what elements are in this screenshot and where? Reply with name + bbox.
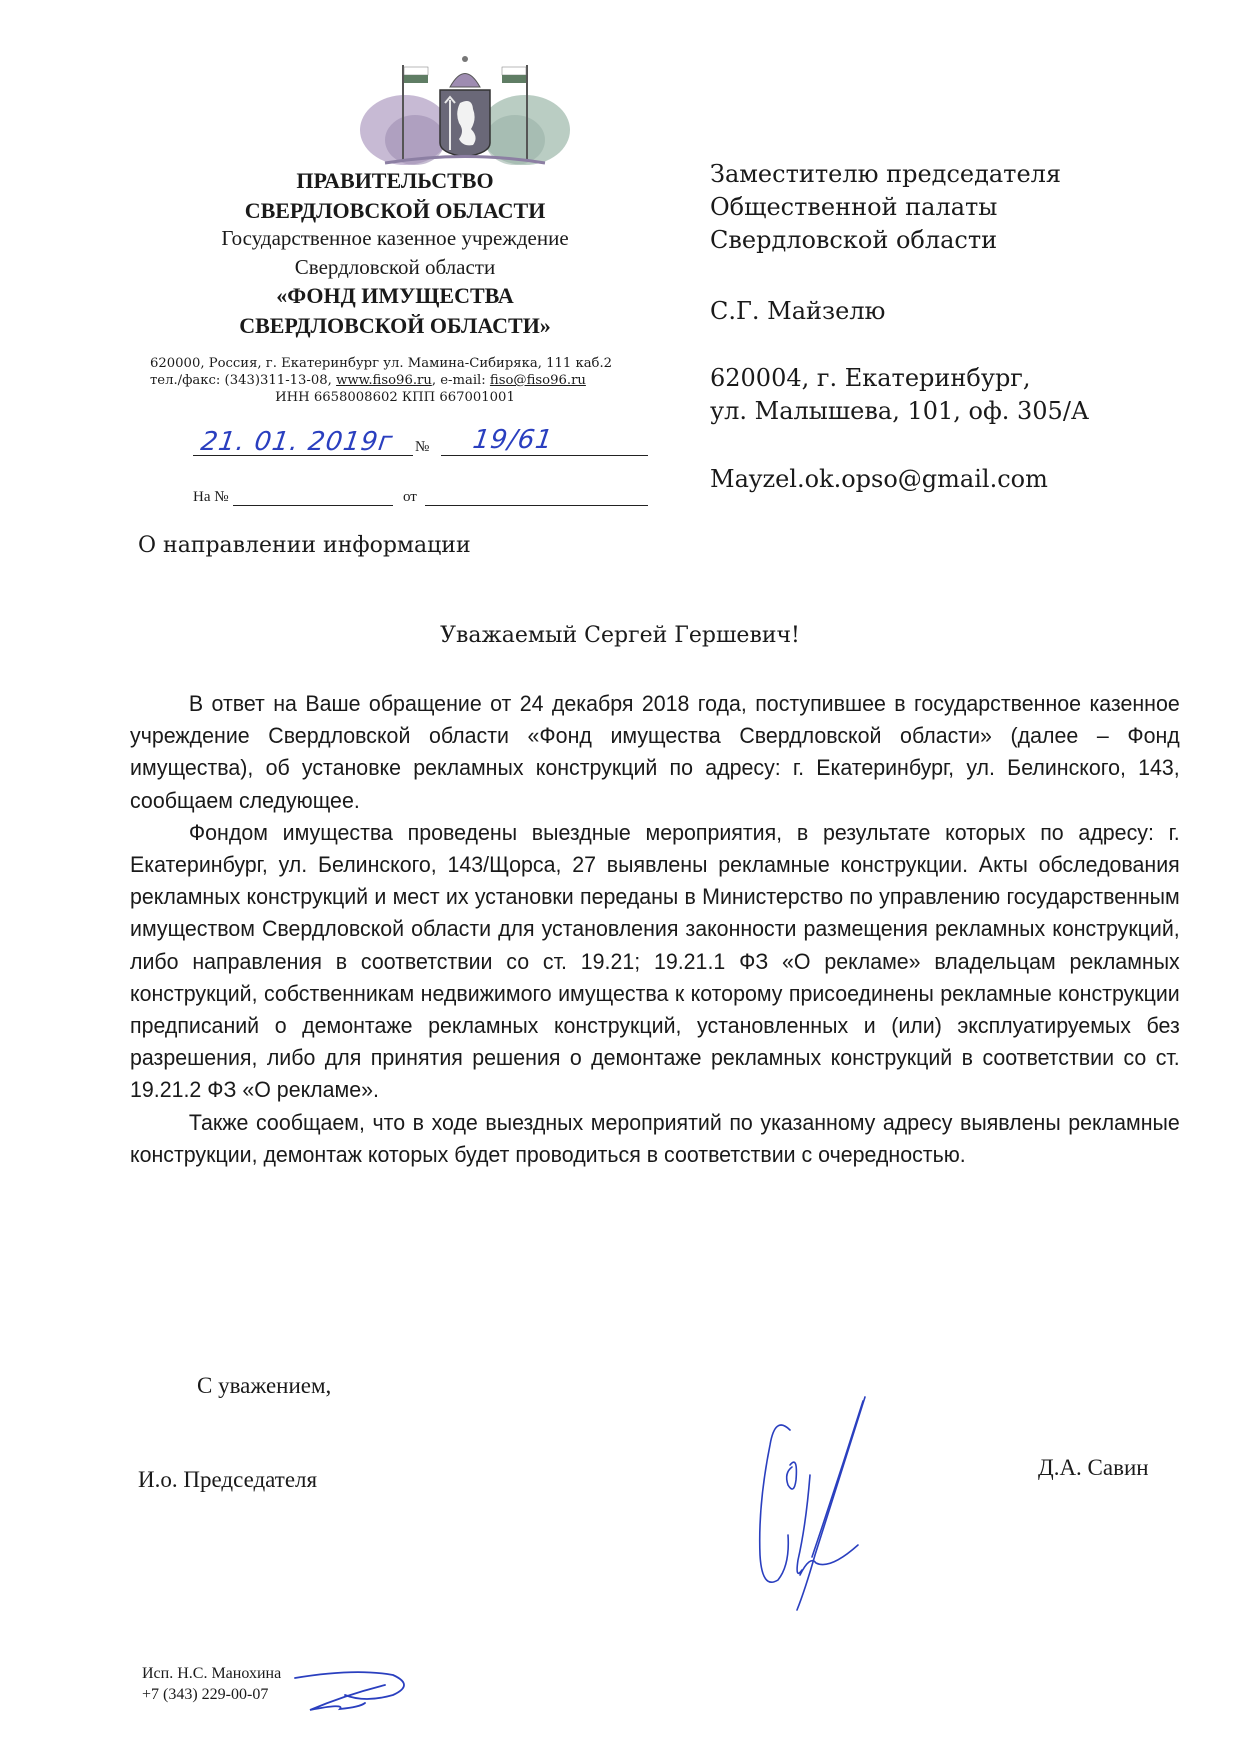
government-line-2: СВЕРДЛОВСКОЙ ОБЛАСТИ [244, 198, 546, 223]
institution-line-2: Свердловской области [294, 255, 496, 279]
letter-subject: О направлении информации [138, 533, 471, 558]
addressee-line: Свердловской области [710, 226, 998, 254]
reply-reference-row [193, 485, 648, 513]
registration-row [193, 425, 648, 461]
body-paragraph: Также сообщаем, что в ходе выездных мероприятий по указанному адресу выявлены рекламные конструкции, демонтаж которых будет проводиться в соответствии с очередностью. [130, 1109, 1180, 1167]
handwritten-date: 21. 01. 2019г [198, 427, 396, 457]
institution-type [150, 224, 640, 282]
signatory-position: И.о. Председателя [138, 1467, 318, 1492]
phone-fax: тел./факс: (343)311-13-08, [150, 373, 337, 388]
reply-number-field [233, 505, 393, 506]
tax-ids: ИНН 6658008602 КПП 667001001 [275, 390, 515, 405]
letterhead-contacts [150, 355, 640, 406]
body-paragraph: В ответ на Ваше обращение от 24 декабря 2018 года, поступившее в государственное казенное учреждение Свердловской области «Фонд имущества Свердловской области» (далее – Фонд имущества), об установке рекламных конструкций по адресу: г. Екатеринбург, ул. Белинского, 143, сообщаем следующее. [130, 691, 1180, 813]
reply-date-label: от [403, 489, 417, 505]
number-label: № [415, 439, 430, 455]
body-paragraph: Фондом имущества проведены выездные мероприятия, в результате которых по адресу: г. Екатеринбург, ул. Белинского, 143/Щорса, 27 выявлены рекламные конструкции. Акты обследования рекламных конструкций и мест их установки переданы в Министерство по управлению государственным имуществом Свердловской области для установления законности размещения рекламных конструкций, либо направления в соответствии со ст. 19.21; 19.21.1 ФЗ «О рекламе» владельцам рекламных конструкций, собственникам недвижимого имущества к которому присоединены рекламные конструкции предписаний о демонтаже рекламных конструкций, установленных и (или) эксплуатируемых без разрешения, либо для принятия решения о демонтаже рекламных конструкций в соответствии со ст. 19.21.2 ФЗ «О рекламе». [130, 819, 1180, 1103]
executor-initials-icon [285, 1665, 435, 1720]
letterhead-phone-line [150, 372, 640, 389]
fund-line-2: СВЕРДЛОВСКОЙ ОБЛАСТИ» [239, 313, 551, 338]
addressee-name: С.Г. Майзелю [710, 297, 886, 325]
website-link[interactable]: www.fiso96.ru [336, 373, 432, 388]
executor-info [142, 1663, 281, 1705]
addressee-line: Общественной палаты [710, 193, 998, 221]
executor-phone: +7 (343) 229-00-07 [142, 1686, 269, 1703]
reply-number-label: На № [193, 489, 229, 505]
executor-name: Исп. Н.С. Манохина [142, 1665, 282, 1682]
number-underline [441, 455, 648, 456]
signatory-name: Д.А. Савин [1038, 1455, 1149, 1480]
email-label: , e-mail: [431, 373, 490, 388]
addressee-address-line: 620004, г. Екатеринбург, [710, 364, 1031, 392]
addressee-postal-address [710, 362, 1089, 428]
email-link[interactable]: fiso@fiso96.ru [489, 373, 586, 388]
addressee-position [710, 158, 1061, 257]
handwritten-number: 19/61 [470, 425, 556, 455]
handwritten-signature-icon [720, 1385, 920, 1615]
fund-name [150, 281, 640, 341]
letterhead-address: 620000, Россия, г. Екатеринбург ул. Мамина-Сибиряка, 111 каб.2 [150, 356, 613, 371]
reply-date-field [425, 505, 648, 506]
addressee-address-line: ул. Малышева, 101, оф. 305/А [710, 397, 1090, 425]
letter-body [130, 688, 1180, 1171]
closing-regards: С уважением, [197, 1373, 332, 1398]
fund-line-1: «ФОНД ИМУЩЕСТВА [276, 283, 514, 308]
coat-of-arms-icon [345, 45, 585, 170]
institution-line-1: Государственное казенное учреждение [221, 226, 569, 250]
government-line-1: ПРАВИТЕЛЬСТВО [296, 168, 494, 193]
greeting: Уважаемый Сергей Гершевич! [440, 623, 800, 648]
government-title [150, 166, 640, 226]
addressee-line: Заместителю председателя [710, 160, 1062, 188]
addressee-email[interactable]: Mayzel.ok.opso@gmail.com [710, 465, 1048, 493]
